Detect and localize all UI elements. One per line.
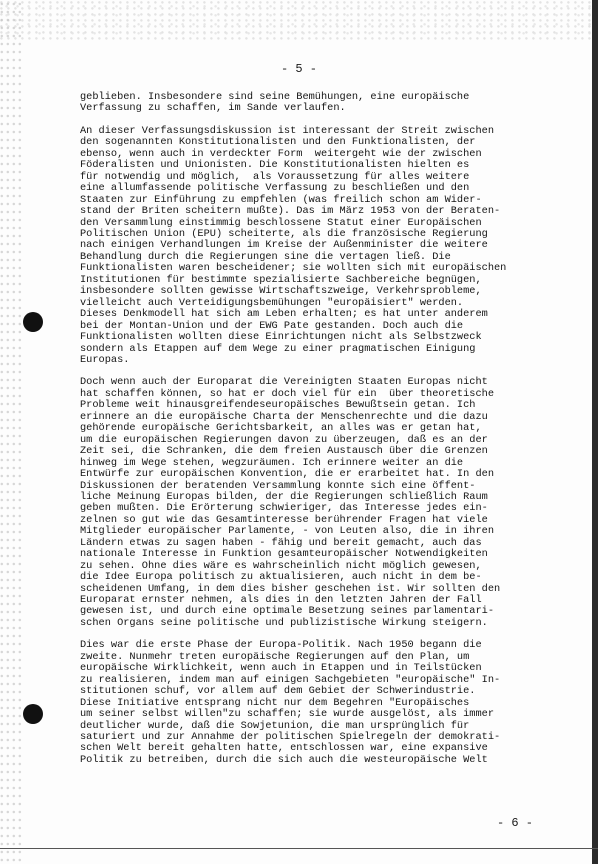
next-page-marker: - 6 - xyxy=(497,816,534,830)
text-line: schen Organs seine politische und publizistische Wirkung steigern. xyxy=(80,616,488,629)
text-line: gehörende europäische Gerichtsbarkeit, an alles was er getan hat, xyxy=(80,422,482,435)
paragraph xyxy=(80,126,580,367)
body-text xyxy=(80,92,580,777)
text-line: die Idee Europa politisch zu aktualisieren, auch nicht in dem be- xyxy=(80,571,482,584)
text-line: hat schaffen können, so hat er doch viel für ein über theoretische xyxy=(80,387,495,400)
text-line: Institutionen für bestimmte spezialisierte Sachbereiche begnügen, xyxy=(80,273,482,286)
text-line: den Versammlung einstimmig beschlossene Statut einer Europäischen xyxy=(80,216,482,229)
text-line: den sogenannten Konstitutionalisten und den Funktionalisten, der xyxy=(80,136,476,149)
text-line: Ländern etwas zu sagen haben - fähig und bereit gemacht, auch das xyxy=(80,536,482,549)
text-line: Zeit sei, die Schranken, die dem freien Austausch über die Grenzen xyxy=(80,445,488,458)
paragraph xyxy=(80,92,580,115)
text-line: europäische Wirklichkeit, wenn auch in Etappen und in Teilstücken xyxy=(80,662,482,675)
text-line: Politik zu betreiben, durch die sich auch die westeuropäische Welt xyxy=(80,753,488,766)
paragraph xyxy=(80,640,580,766)
text-line: Mitglieder europäischer Parlamente, - von Leuten also, die in ihren xyxy=(80,525,495,538)
text-line: schen Welt bereit gehalten hatte, entschlossen war, eine expansive xyxy=(80,742,488,755)
text-line: zu sehen. Ohne dies wäre es wahrscheinlich nicht möglich gewesen, xyxy=(80,559,482,572)
text-line: geben mußten. Die Erörterung schwieriger, das Interesse jedes ein- xyxy=(80,502,488,515)
text-line: Staaten zur Einführung zu empfehlen (was freilich schon am Wider- xyxy=(80,193,482,206)
text-line: stand der Briten scheitern mußte). Das im März 1953 von der Beraten- xyxy=(80,205,501,218)
text-line: Föderalisten und Unionisten. Die Konstitutionalisten hielten es xyxy=(80,159,470,172)
text-line: liche Meinung Europas bilden, der die Regierungen schließlich Raum xyxy=(80,490,488,503)
scan-noise-top xyxy=(0,0,598,40)
text-line: vielleicht auch Verteidigungsbemühungen "europäisiert" werden. xyxy=(80,296,464,309)
text-line: Funktionalisten wollten diese Einrichtungen nicht als Selbstzweck xyxy=(80,331,482,344)
text-line: zweite. Nunmehr treten europäische Regierungen auf den Plan, um xyxy=(80,650,470,663)
text-line: Funktionalisten waren bescheidener; sie wollten sich mit europäischen xyxy=(80,262,507,275)
text-line: Diese Initiative entsprang nicht nur dem Begehren "Europäisches xyxy=(80,696,470,709)
text-line: Europarat ernster nehmen, als dies in den letzten Jahren der Fall xyxy=(80,594,482,607)
text-line: An dieser Verfassungsdiskussion ist interessant der Streit zwischen xyxy=(80,124,495,137)
text-line: erinnere an die europäische Charta der Menschenrechte und die dazu xyxy=(80,410,488,423)
text-line: ebenso, wenn auch in verdeckter Form weitergeht wie der zwischen xyxy=(80,147,482,160)
text-line: Probleme weit hinausgreifendeseuropäisches Bewußtsein getan. Ich xyxy=(80,399,476,412)
punch-hole-upper xyxy=(23,312,43,332)
text-line: zelnen so gut wie das Gesamtinteresse berührender Fragen hat viele xyxy=(80,513,488,526)
text-line: Verfassung zu schaffen, im Sande verlaufen. xyxy=(80,102,346,115)
text-line: gewesen ist, und durch eine optimale Besetzung seines parlamentari- xyxy=(80,605,495,618)
scan-noise-left xyxy=(0,0,22,864)
punch-hole-lower xyxy=(23,704,43,724)
text-line: insbesondere sollten gewisse Wirtschaftszweige, Verkehrsprobleme, xyxy=(80,285,482,298)
text-line: nationale Interesse in Funktion gesamteuropäischer Notwendigkeiten xyxy=(80,548,488,561)
text-line: Dieses Denkmodell hat sich am Leben erhalten; es hat unter anderem xyxy=(80,308,488,321)
text-line: Behandlung durch die Regierungen sine die vertagen ließ. Die xyxy=(80,250,451,263)
text-line: zu realisieren, indem man auf einigen Sachgebieten "europäische" In- xyxy=(80,673,501,686)
paragraph xyxy=(80,377,580,629)
text-line: deutlicher wurde, daß die Sowjetunion, die man ursprünglich für xyxy=(80,719,470,732)
text-line: für notwendig und möglich, als Voraussetzung für alles weitere xyxy=(80,170,470,183)
text-line: um seiner selbst willen"zu schaffen; sie wurde ausgelöst, als immer xyxy=(80,708,495,721)
text-line: Europas. xyxy=(80,353,130,366)
text-line: Dies war die erste Phase der Europa-Politik. Nach 1950 begann die xyxy=(80,639,482,652)
text-line: nach einigen Verhandlungen im Kreise der Außenminister die weitere xyxy=(80,239,488,252)
text-line: stitutionen schuf, vor allem auf dem Gebiet der Schwerindustrie. xyxy=(80,685,476,698)
text-line: hinweg im Wege stehen, wegzuräumen. Ich erinnere weiter an die xyxy=(80,456,464,469)
text-line: Politischen Union (EPU) scheiterte, als die französische Regierung xyxy=(80,227,488,240)
text-line: saturiert und zur Annahme der politischen Spielregeln der demokrati- xyxy=(80,731,501,744)
text-line: Diskussionen der beratenden Versammlung konnte sich eine öffent- xyxy=(80,479,476,492)
text-line: scheidenen Umfang, in dem dies bisher geschehen ist. Wir sollten den xyxy=(80,582,501,595)
text-line: geblieben. Insbesondere sind seine Bemühungen, eine europäische xyxy=(80,91,470,103)
bottom-rule xyxy=(0,848,598,849)
text-line: sondern als Etappen auf dem Wege zu einer pragmatischen Einigung xyxy=(80,342,476,355)
text-line: eine allumfassende politische Verfassung zu beschließen und den xyxy=(80,182,470,195)
text-line: Entwürfe zur europäischen Konvention, die er erarbeitet hat. In den xyxy=(80,468,495,481)
text-line: Doch wenn auch der Europarat die Vereinigten Staaten Europas nicht xyxy=(80,376,488,389)
scan-edge-right xyxy=(592,0,598,864)
text-line: bei der Montan-Union und der EWG Pate gestanden. Doch auch die xyxy=(80,319,464,332)
text-line: um die europäischen Regierungen davon zu überzeugen, daß es an der xyxy=(80,433,488,446)
page-number: - 5 - xyxy=(280,62,317,76)
